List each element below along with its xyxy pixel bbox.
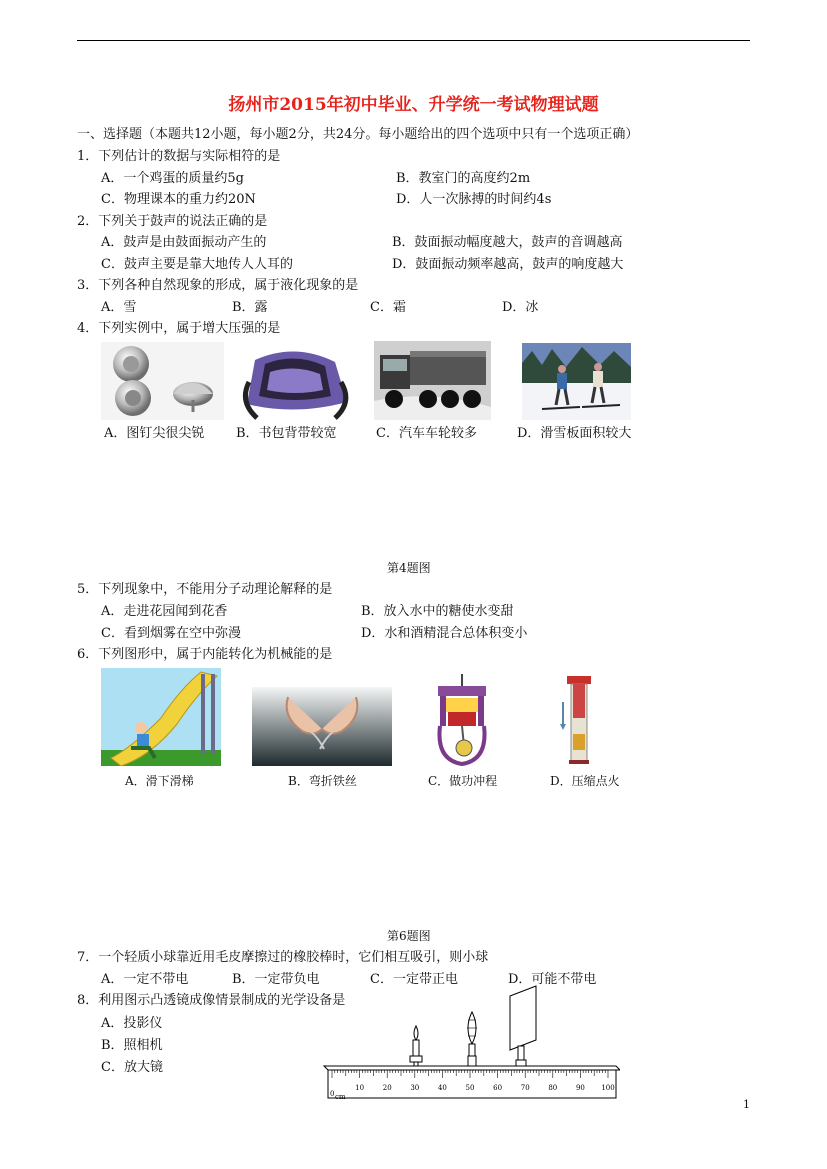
q7-option-c: C．一定带正电 bbox=[370, 972, 458, 987]
q2-stem: 2．下列关于鼓声的说法正确的是 bbox=[77, 214, 268, 229]
q2-option-c: C．鼓声主要是靠大地传人人耳的 bbox=[101, 257, 293, 272]
q8-option-a: A．投影仪 bbox=[101, 1016, 163, 1031]
q5-option-b: B．放入水中的糖使水变甜 bbox=[361, 604, 514, 619]
section-heading: 一、选择题（本题共12小题，每小题2分，共24分。每小题给出的四个选项中只有一个选项正确） bbox=[77, 127, 639, 142]
convex-lens bbox=[467, 1012, 477, 1070]
skiers-image bbox=[522, 343, 631, 420]
q5-option-c: C．看到烟雾在空中弥漫 bbox=[101, 626, 241, 641]
q2-option-d: D．鼓面振动频率越高，鼓声的响度越大 bbox=[392, 257, 624, 272]
bending-wire-image bbox=[252, 687, 392, 766]
ruler-label: 90 bbox=[575, 1084, 585, 1092]
ruler-label: 50 bbox=[465, 1084, 475, 1092]
ruler-zero: 0 bbox=[330, 1090, 335, 1098]
q5-stem: 5．下列现象中，不能用分子动理论解释的是 bbox=[77, 582, 333, 597]
q8-stem: 8．利用图示凸透镜成像情景制成的光学设备是 bbox=[77, 993, 346, 1008]
q1-option-d: D．人一次脉搏的时间约4s bbox=[396, 192, 552, 207]
page-title: 扬州市2015年初中毕业、升学统一考试物理试题 bbox=[228, 95, 599, 115]
q4-stem: 4．下列实例中，属于增大压强的是 bbox=[77, 321, 281, 336]
q4-option-c: C．汽车车轮较多 bbox=[376, 426, 477, 441]
slide-image bbox=[101, 668, 221, 766]
ruler-unit: cm bbox=[335, 1093, 346, 1101]
q2-option-a: A．鼓声是由鼓面振动产生的 bbox=[101, 235, 267, 250]
q4-option-b: B．书包背带较宽 bbox=[236, 426, 337, 441]
q4-figure-caption: 第4题图 bbox=[387, 561, 431, 575]
optical-bench-figure bbox=[320, 984, 620, 1102]
q7-stem: 7．一个轻质小球靠近用毛皮摩擦过的橡胶棒时，它们相互吸引，则小球 bbox=[77, 950, 489, 965]
thumbtack-image bbox=[101, 342, 224, 420]
q6-option-a: A．滑下滑梯 bbox=[125, 774, 194, 788]
ruler-label: 70 bbox=[520, 1084, 530, 1092]
truck-image bbox=[374, 341, 491, 420]
q7-option-a: A．一定不带电 bbox=[101, 972, 189, 987]
q6-stem: 6．下列图形中，属于内能转化为机械能的是 bbox=[77, 647, 333, 662]
ruler-label: 30 bbox=[410, 1084, 420, 1092]
ruler-label: 80 bbox=[548, 1084, 558, 1092]
compression-ignition-image bbox=[551, 670, 607, 766]
schoolbag-image bbox=[235, 342, 355, 420]
ruler-label: 100 bbox=[601, 1084, 615, 1092]
q3-option-c: C．霜 bbox=[370, 300, 406, 315]
q3-option-b: B．露 bbox=[232, 300, 268, 315]
q5-option-d: D．水和酒精混合总体积变小 bbox=[361, 626, 528, 641]
q7-option-d: D．可能不带电 bbox=[508, 972, 597, 987]
q1-option-a: A．一个鸡蛋的质量约5g bbox=[101, 171, 244, 186]
q4-option-a: A．图钉尖很尖锐 bbox=[104, 426, 205, 441]
q6-option-c: C．做功冲程 bbox=[428, 774, 498, 788]
q6-option-d: D．压缩点火 bbox=[550, 774, 620, 788]
q3-option-d: D．冰 bbox=[502, 300, 539, 315]
ruler-label: 10 bbox=[355, 1084, 365, 1092]
q1-option-c: C．物理课本的重力约20N bbox=[101, 192, 256, 207]
q7-option-b: B．一定带负电 bbox=[232, 972, 320, 987]
engine-power-stroke-image bbox=[432, 670, 492, 766]
page-number: 1 bbox=[743, 1098, 750, 1111]
q6-figure-caption: 第6题图 bbox=[387, 929, 431, 943]
q1-stem: 1．下列估计的数据与实际相符的是 bbox=[77, 149, 281, 164]
candle bbox=[410, 1026, 422, 1070]
screen bbox=[510, 986, 536, 1070]
q8-option-c: C．放大镜 bbox=[101, 1060, 163, 1075]
q2-option-b: B．鼓面振动幅度越大，鼓声的音调越高 bbox=[392, 235, 623, 250]
ruler-label: 60 bbox=[493, 1084, 503, 1092]
q8-option-b: B．照相机 bbox=[101, 1038, 163, 1053]
q6-option-b: B．弯折铁丝 bbox=[288, 774, 357, 788]
ruler-label: 40 bbox=[437, 1084, 447, 1092]
q3-option-a: A．雪 bbox=[101, 300, 137, 315]
q3-stem: 3．下列各种自然现象的形成，属于液化现象的是 bbox=[77, 278, 359, 293]
q5-option-a: A．走进花园闻到花香 bbox=[101, 604, 228, 619]
header-rule bbox=[77, 40, 750, 41]
ruler-label: 20 bbox=[382, 1084, 392, 1092]
q1-option-b: B．教室门的高度约2m bbox=[396, 171, 531, 186]
q4-option-d: D．滑雪板面积较大 bbox=[517, 426, 632, 441]
